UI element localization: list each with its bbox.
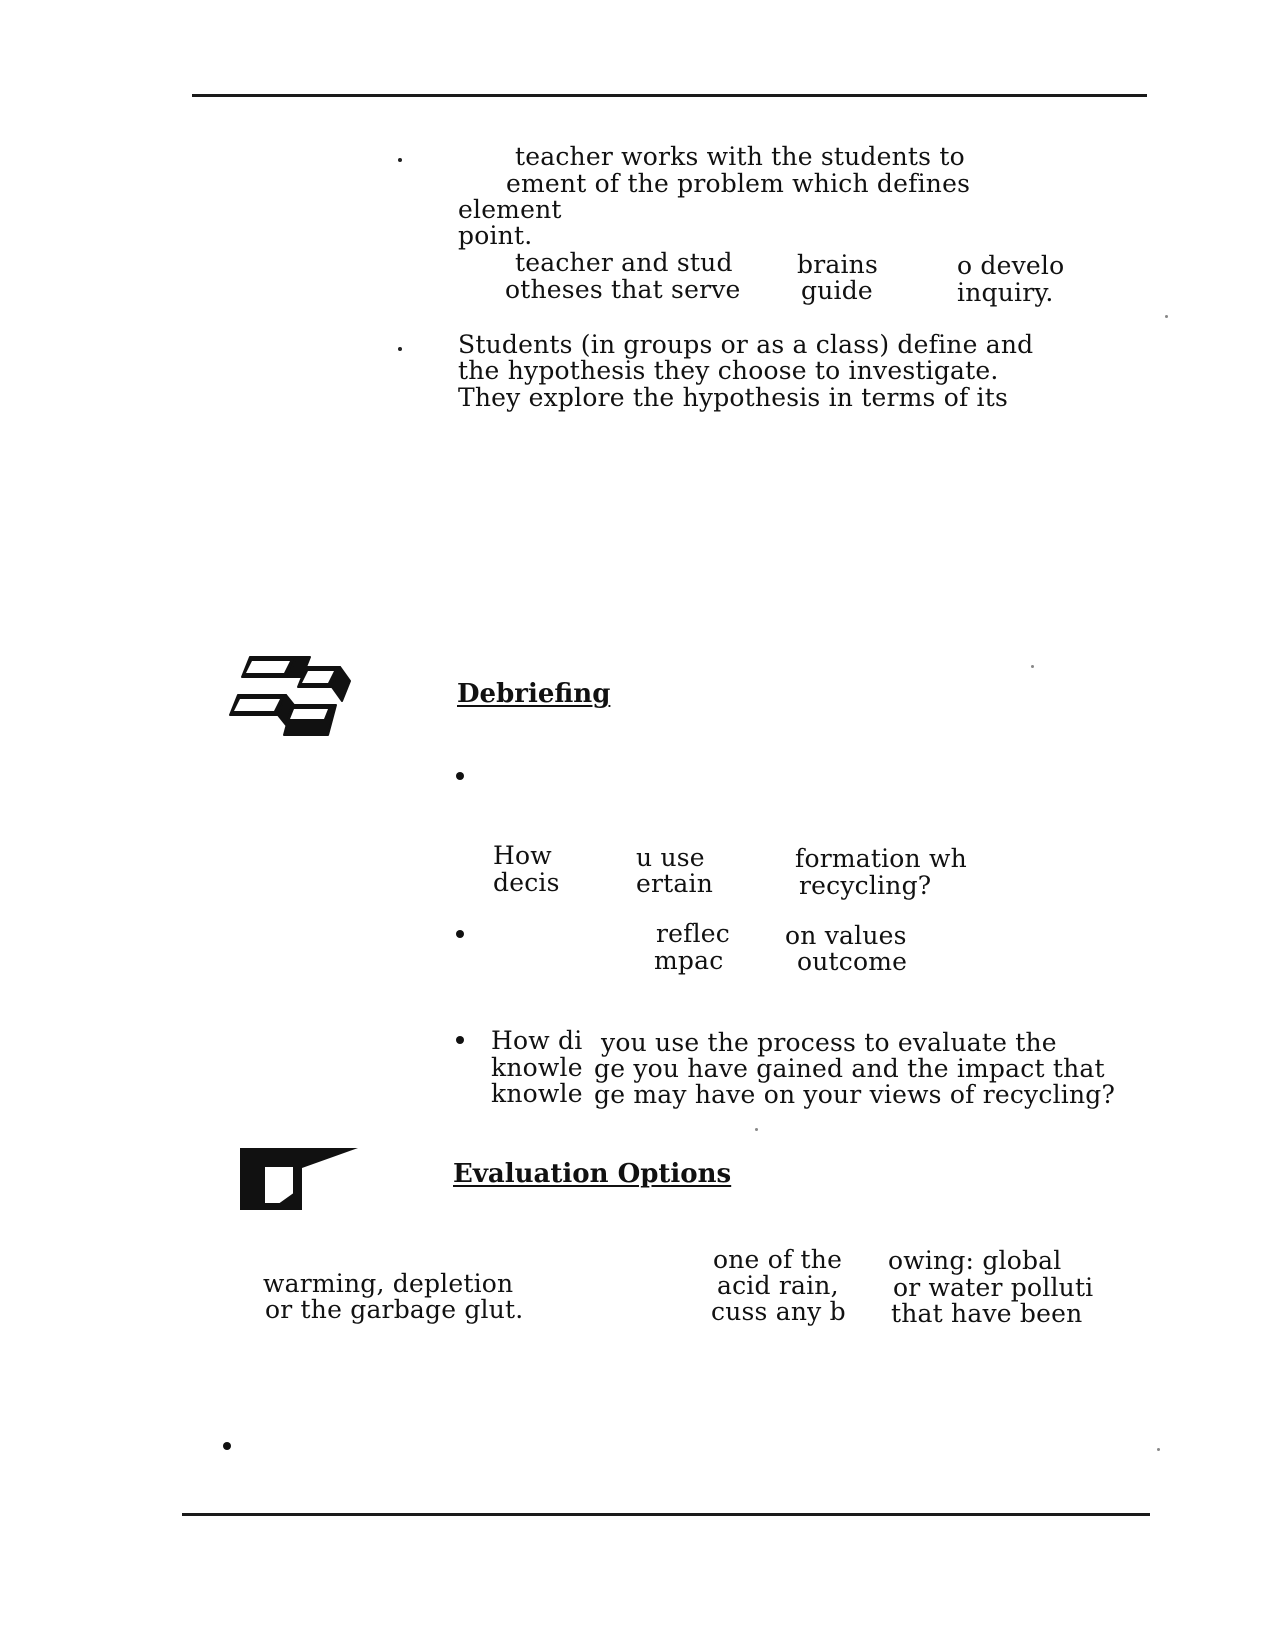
- flag-icon: [238, 1146, 362, 1214]
- text-fragment: formation wh: [795, 844, 967, 873]
- text-fragment: that have been: [891, 1299, 1083, 1328]
- text-fragment: warming, depletion: [263, 1269, 514, 1298]
- text-fragment: decis: [493, 868, 560, 897]
- text-fragment: outcome: [797, 947, 908, 976]
- text-fragment: or water polluti: [893, 1273, 1094, 1302]
- text-fragment: How: [493, 841, 552, 870]
- text-fragment: u use: [636, 843, 705, 872]
- text-fragment: ge may have on your views of recycling?: [594, 1080, 1116, 1109]
- text-fragment: knowle: [491, 1053, 583, 1082]
- list-marker: [398, 158, 402, 162]
- scan-speck: [755, 1128, 758, 1131]
- text-fragment: knowle: [491, 1079, 583, 1108]
- puzzle-blocks-icon: [228, 655, 358, 741]
- text-line: element: [458, 195, 562, 224]
- text-fragment: guide: [801, 276, 873, 305]
- text-fragment: or the garbage glut.: [265, 1295, 524, 1324]
- text-line: the hypothesis they choose to investigate.: [458, 356, 999, 385]
- bullet: [223, 1442, 231, 1450]
- text-fragment: inquiry.: [957, 278, 1054, 307]
- bullet: [456, 772, 464, 780]
- text-fragment: brains: [797, 250, 878, 279]
- scan-speck: [1031, 665, 1034, 668]
- text-fragment: on values: [785, 921, 907, 950]
- text-fragment: How di: [491, 1026, 583, 1055]
- text-fragment: ertain: [636, 869, 713, 898]
- text-fragment: recycling?: [799, 871, 932, 900]
- text-fragment: owing: global: [888, 1246, 1062, 1275]
- text-line: They explore the hypothesis in terms of its: [458, 383, 1009, 412]
- text-fragment: o develo: [957, 251, 1065, 280]
- text-fragment: teacher and stud: [515, 248, 733, 277]
- scan-speck: [1165, 315, 1168, 318]
- text-fragment: acid rain,: [717, 1271, 839, 1300]
- bullet: [456, 1036, 464, 1044]
- text-line: teacher works with the students to: [515, 142, 965, 171]
- text-fragment: you use the process to evaluate the: [601, 1028, 1057, 1057]
- text-fragment: ge you have gained and the impact that: [594, 1054, 1105, 1083]
- text-fragment: one of the: [713, 1245, 843, 1274]
- section-heading-evaluation-options: Evaluation Options: [453, 1159, 732, 1189]
- text-fragment: cuss any b: [711, 1297, 846, 1326]
- section-heading-debriefing: Debriefing: [457, 679, 611, 709]
- text-line: Students (in groups or as a class) define and: [458, 330, 1034, 359]
- text-fragment: mpac: [654, 946, 724, 975]
- top-rule: [192, 94, 1147, 97]
- scan-speck: [1157, 1448, 1160, 1451]
- list-marker: [398, 347, 402, 351]
- text-fragment: reflec: [656, 919, 730, 948]
- bottom-rule: [182, 1513, 1150, 1516]
- text-line: point.: [458, 221, 533, 250]
- bullet: [456, 930, 464, 938]
- text-fragment: otheses that serve: [505, 275, 741, 304]
- text-line: ement of the problem which defines: [506, 169, 971, 198]
